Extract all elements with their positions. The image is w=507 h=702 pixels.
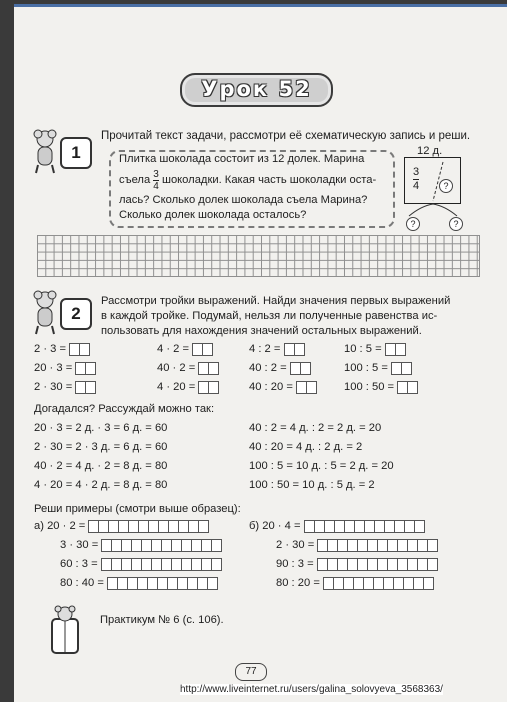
- solve-a-row4: 80 : 40 =: [60, 576, 217, 590]
- hint-right-4: 100 : 50 = 10 д. : 5 д. = 2: [249, 479, 375, 491]
- task-2-badge: 2: [60, 298, 92, 330]
- task-2-instruction-line-1: Рассмотри тройки выражений. Найди значения первых выражений: [101, 295, 451, 307]
- scheme-question-right: ?: [439, 179, 453, 193]
- expr-col3-row2: 40 : 2 =: [249, 361, 310, 375]
- task-2-instruction-line-2: в каждой тройке. Подумай, нельзя ли полученные равенства ис-: [101, 310, 438, 322]
- lesson-title: Урок 52: [201, 77, 312, 101]
- solve-b-row2: 2 · 30 =: [276, 538, 437, 552]
- expr-col1-row3: 2 · 30 =: [34, 380, 95, 394]
- hint-right-3: 100 : 5 = 10 д. : 5 = 2 д. = 20: [249, 460, 394, 472]
- hint-left-3: 40 · 2 = 4 д. · 2 = 8 д. = 80: [34, 460, 168, 472]
- hint-title: Догадался? Рассуждай можно так:: [34, 403, 215, 415]
- expr-col2-row2: 40 · 2 =: [157, 361, 218, 375]
- solve-a-row1: а) 20 · 2 =: [34, 519, 208, 533]
- mouse-mascot-icon: [32, 290, 58, 341]
- solve-a-row3: 60 : 3 =: [60, 557, 221, 571]
- expr-col4-row3: 100 : 50 =: [344, 380, 417, 394]
- answer-grid[interactable]: [37, 235, 480, 277]
- expr-col1-row1: 2 · 3 =: [34, 342, 89, 356]
- fraction-three-quarters: $\frac{3}{4}$: [153, 168, 159, 192]
- task-1-text-line-1: Плитка шоколада состоит из 12 долек. Марина: [119, 153, 365, 165]
- scheme-question-left: ?: [449, 217, 463, 231]
- expr-col4-row2: 100 : 5 =: [344, 361, 411, 375]
- task-1-text-line-2: съела $\frac{3}{4}$ шоколадки. Какая часть шоколадки оста-: [119, 168, 377, 192]
- solve-b-row3: 90 : 3 =: [276, 557, 437, 571]
- expr-col2-row1: 4 · 2 =: [157, 342, 212, 356]
- solve-b-row4: 80 : 20 =: [276, 576, 433, 590]
- hint-left-2: 2 · 30 = 2 · 3 д. = 6 д. = 60: [34, 441, 168, 453]
- textbook-page: [14, 4, 507, 702]
- solve-b-row1: б) 20 · 4 =: [249, 519, 424, 533]
- watermark-url: http://www.liveinternet.ru/users/galina_solovyeva_3568363/: [180, 684, 443, 695]
- hint-left-4: 4 · 20 = 4 · 2 д. = 8 д. = 80: [34, 479, 168, 491]
- solve-a-row2: 3 · 30 =: [60, 538, 221, 552]
- expr-col4-row1: 10 : 5 =: [344, 342, 405, 356]
- hint-left-1: 20 · 3 = 2 д. · 3 = 6 д. = 60: [34, 422, 168, 434]
- task-1-text-line-3: лась? Сколько долек шоколада съела Марина?: [119, 194, 368, 206]
- task-1-text-line-4: Сколько долек шоколада осталось?: [119, 209, 307, 221]
- page-number: 77: [235, 663, 267, 681]
- mouse-reading-icon: [50, 605, 80, 660]
- practicum-reference: Практикум № 6 (с. 106).: [100, 614, 224, 626]
- scheme-question-eaten: ?: [406, 217, 420, 231]
- task-1-badge: 1: [60, 137, 92, 169]
- expr-col1-row2: 20 · 3 =: [34, 361, 95, 375]
- task-2-instruction-line-3: пользовать для нахождения значений остальных выражений.: [101, 325, 422, 337]
- expr-col2-row3: 4 · 20 =: [157, 380, 218, 394]
- hint-right-1: 40 : 2 = 4 д. : 2 = 2 д. = 20: [249, 422, 382, 434]
- mouse-mascot-icon: [32, 129, 58, 180]
- expr-col3-row1: 4 : 2 =: [249, 342, 304, 356]
- task-1-instruction: Прочитай текст задачи, рассмотри её схематическую запись и реши.: [101, 130, 471, 142]
- hint-right-2: 40 : 20 = 4 д. : 2 д. = 2: [249, 441, 363, 453]
- expr-col3-row3: 40 : 20 =: [249, 380, 316, 394]
- chocolate-scheme: $\frac{3}{4}$: [404, 157, 461, 204]
- solve-title: Реши примеры (смотри выше образец):: [34, 503, 241, 515]
- scheme-total-label: 12 д.: [417, 145, 443, 157]
